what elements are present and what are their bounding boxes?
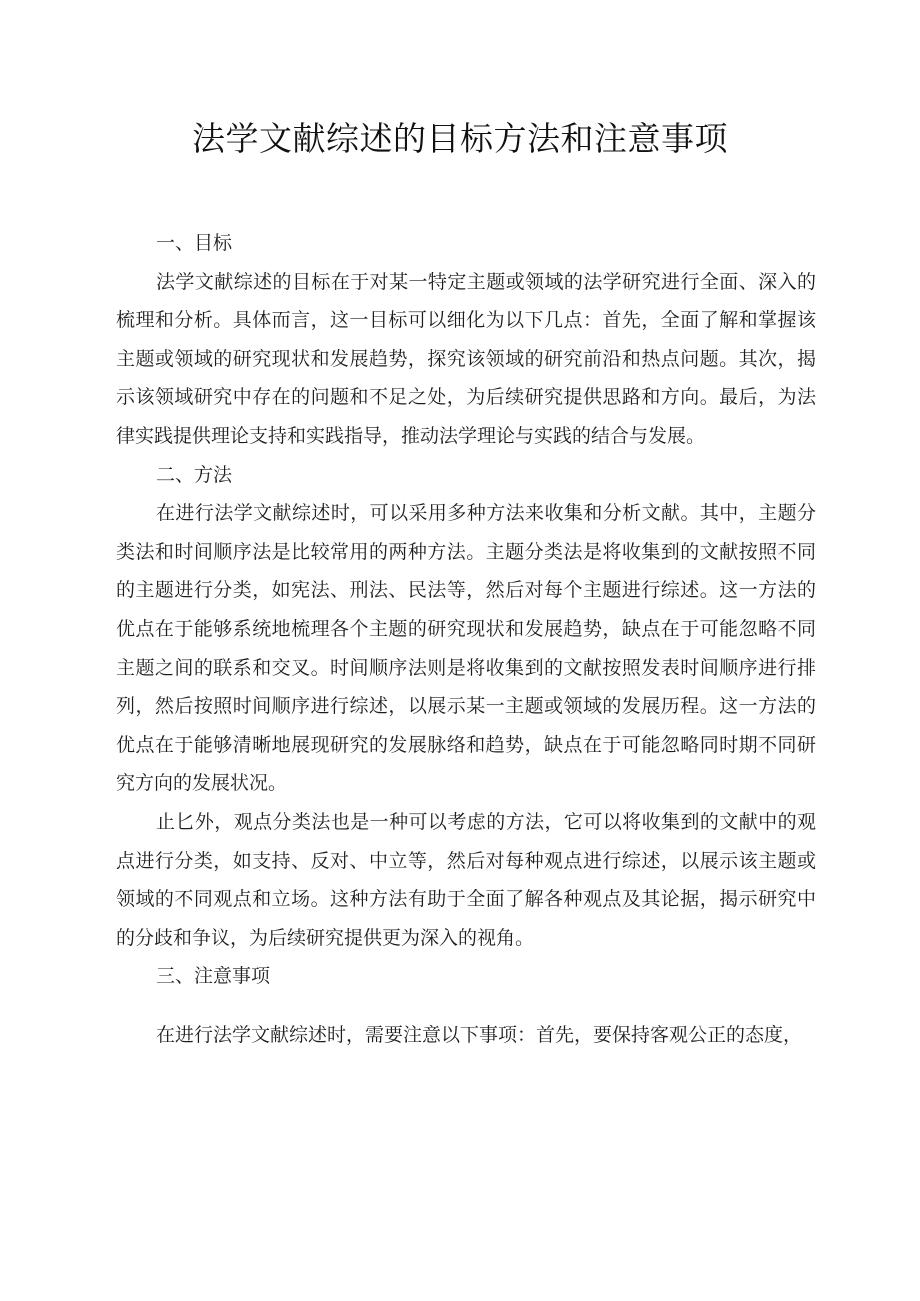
paragraph-methods-2: 止匕外，观点分类法也是一种可以考虑的方法，它可以将收集到的文献中的观点进行分类，如支持、反对、中立等，然后对每种观点进行综述，以展示该主题或领域的不同观点和立场。这种方法有助于全面了解各种观点及其论据，揭示研究中的分歧和争议，为后续研究提供更为深入的视角。 — [116, 810, 816, 949]
section-heading-goals: 一、目标 — [156, 232, 233, 254]
document-title: 法学文献综述的目标方法和注意事项 — [192, 119, 728, 158]
paragraph-methods-1: 在进行法学文献综述时，可以采用多种方法来收集和分析文献。其中，主题分类法和时间顺序法是比较常用的两种方法。主题分类法是将收集到的文献按照不同的主题进行分类，如宪法、刑法、民法等，然后对每个主题进行综述。这一方法的优点在于能够系统地梳理各个主题的研究现状和发展趋势，缺点在于可能忽略不同主题之间的联系和交叉。时间顺序法则是将收集到的文献按照发表时间顺序进行排列，然后按照时间顺序进行综述，以展示某一主题或领域的发展历程。这一方法的优点在于能够清晰地展现研究的发展脉络和趋势，缺点在于可能忽略同时期不同研究方向的发展状况。 — [116, 502, 816, 795]
section-heading-notes: 三、注意事项 — [156, 965, 271, 988]
paragraph-notes: 在进行法学文献综述时，需要注意以下事项：首先，要保持客观公正的态度， — [156, 1023, 803, 1046]
document-body — [116, 224, 816, 1054]
paragraph-goals: 法学文献综述的目标在于对某一特定主题或领域的法学研究进行全面、深入的梳理和分析。具体而言，这一目标可以细化为以下几点：首先，全面了解和掌握该主题或领域的研究现状和发展趋势，探究该领域的研究前沿和热点问题。其次，揭示该领域研究中存在的问题和不足之处，为后续研究提供思路和方向。最后，为法律实践提供理论支持和实践指导，推动法学理论与实践的结合与发展。 — [116, 270, 816, 447]
section-heading-methods: 二、方法 — [156, 463, 233, 486]
